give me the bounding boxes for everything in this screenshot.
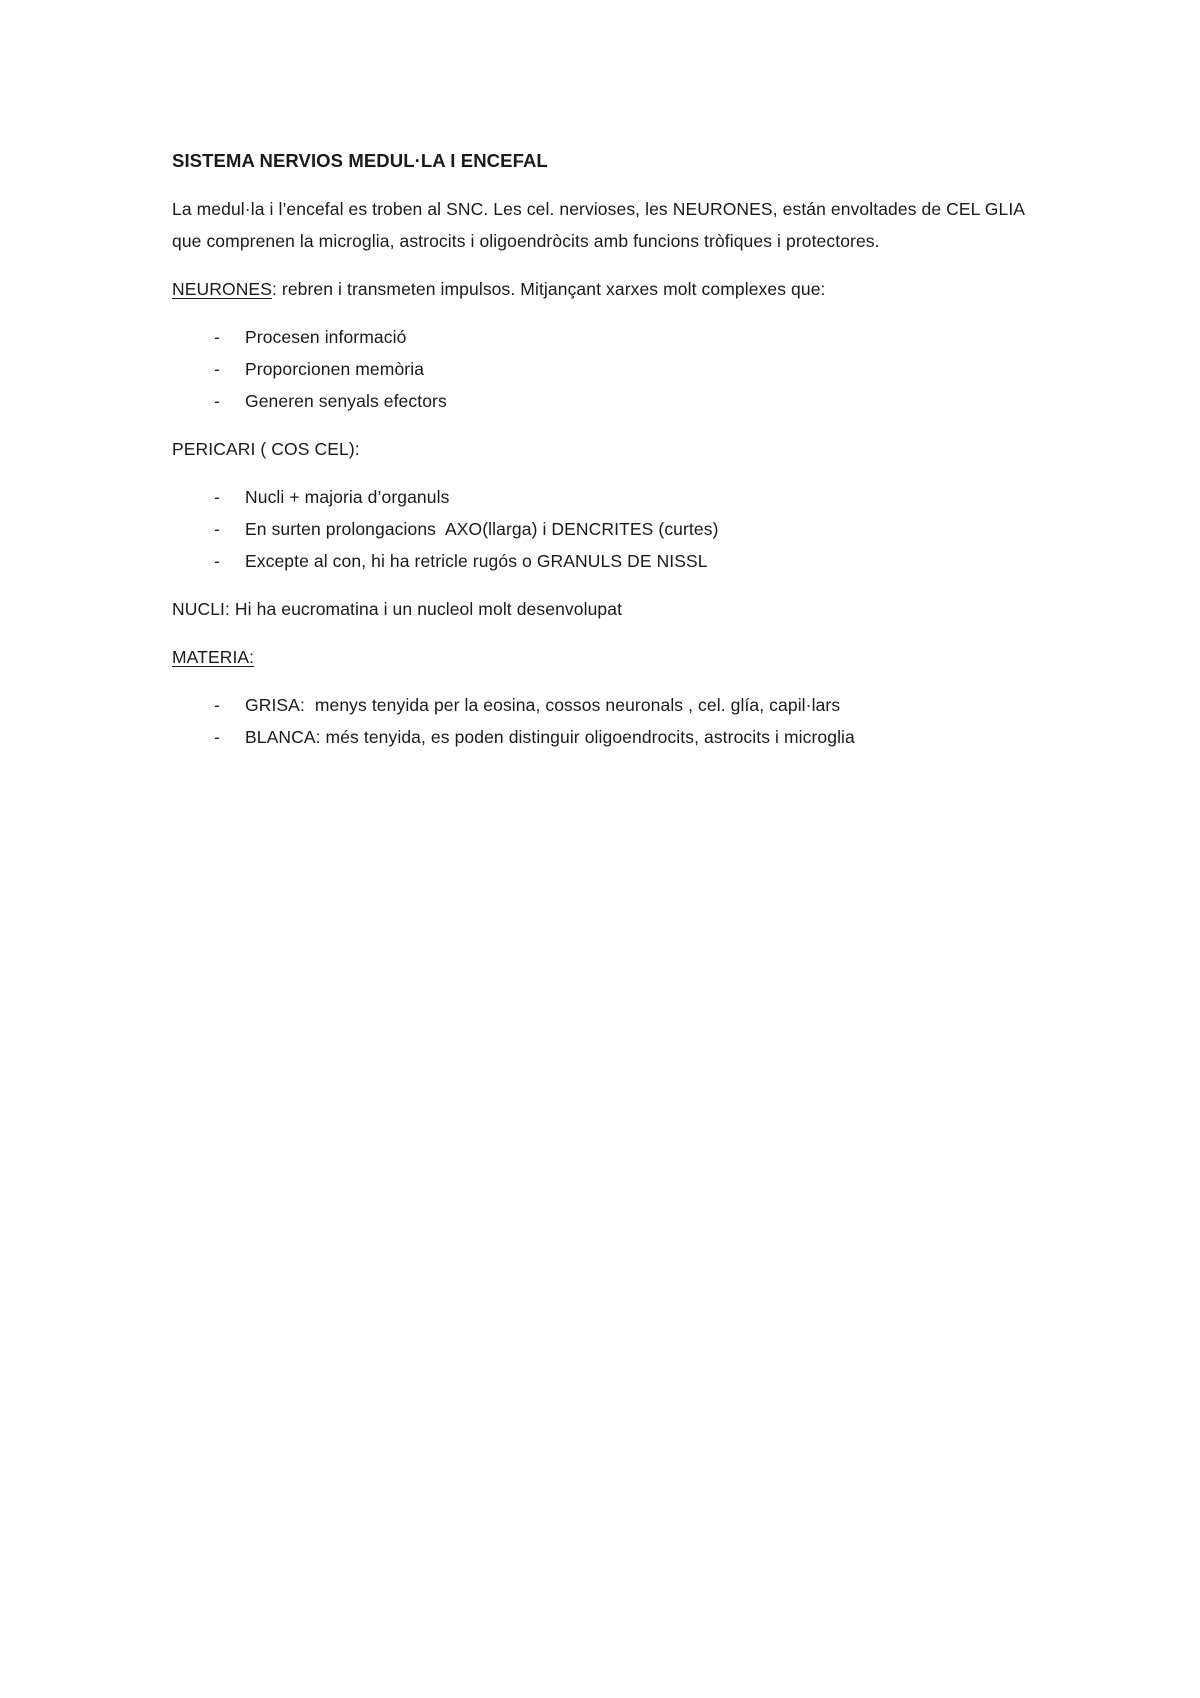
document-content: [172, 145, 1052, 769]
list-item-text: Excepte al con, hi ha retricle rugós o GRANULS DE NISSL: [245, 551, 708, 571]
dash-bullet: -: [214, 519, 220, 539]
dash-bullet: -: [214, 391, 220, 411]
dash-bullet: -: [214, 551, 220, 571]
materia-heading-text: MATERIA:: [172, 647, 255, 667]
list-item-text: Nucli + majoria d’organuls: [245, 487, 450, 507]
document-title: SISTEMA NERVIOS MEDUL·LA I ENCEFAL: [172, 150, 548, 171]
list-item: [172, 545, 1052, 577]
list-item: [172, 385, 1052, 417]
nucli-paragraph: NUCLI: Hi ha eucromatina i un nucleol molt desenvolupat: [172, 599, 623, 619]
dash-bullet: -: [214, 487, 220, 507]
list-item: [172, 481, 1052, 513]
dash-bullet: -: [214, 695, 220, 715]
intro-paragraph: La medul·la i l’encefal es troben al SNC. Les cel. nervioses, les NEURONES, están envoltades de CEL GLIA que comprenen la microglia, astrocits i oligoendròcits amb funcions tròfiques i protectores.: [172, 199, 1025, 251]
pericari-list: [172, 481, 1052, 577]
list-item: [172, 721, 1052, 753]
dash-bullet: -: [214, 327, 220, 347]
list-item-text: BLANCA: més tenyida, es poden distinguir oligoendrocits, astrocits i microglia: [245, 727, 855, 747]
list-item-text: En surten prolongacions AXO(llarga) i DENCRITES (curtes): [245, 519, 719, 539]
dash-bullet: -: [214, 727, 220, 747]
materia-heading: [172, 641, 1052, 673]
list-item: [172, 513, 1052, 545]
neurones-label: NEURONES: [172, 279, 272, 299]
list-item: [172, 321, 1052, 353]
neurones-text: : rebren i transmeten impulsos. Mitjançant xarxes molt complexes que:: [271, 279, 826, 299]
list-item: [172, 353, 1052, 385]
neurones-list: [172, 321, 1052, 417]
pericari-heading: PERICARI ( COS CEL):: [172, 439, 360, 459]
dash-bullet: -: [214, 359, 220, 379]
list-item: [172, 689, 1052, 721]
neurones-paragraph: [172, 273, 1052, 305]
list-item-text: Generen senyals efectors: [245, 391, 447, 411]
list-item-text: Procesen informació: [245, 327, 407, 347]
materia-list: [172, 689, 1052, 753]
list-item-text: Proporcionen memòria: [245, 359, 425, 379]
list-item-text: GRISA: menys tenyida per la eosina, cossos neuronals , cel. glía, capil·lars: [245, 695, 841, 715]
